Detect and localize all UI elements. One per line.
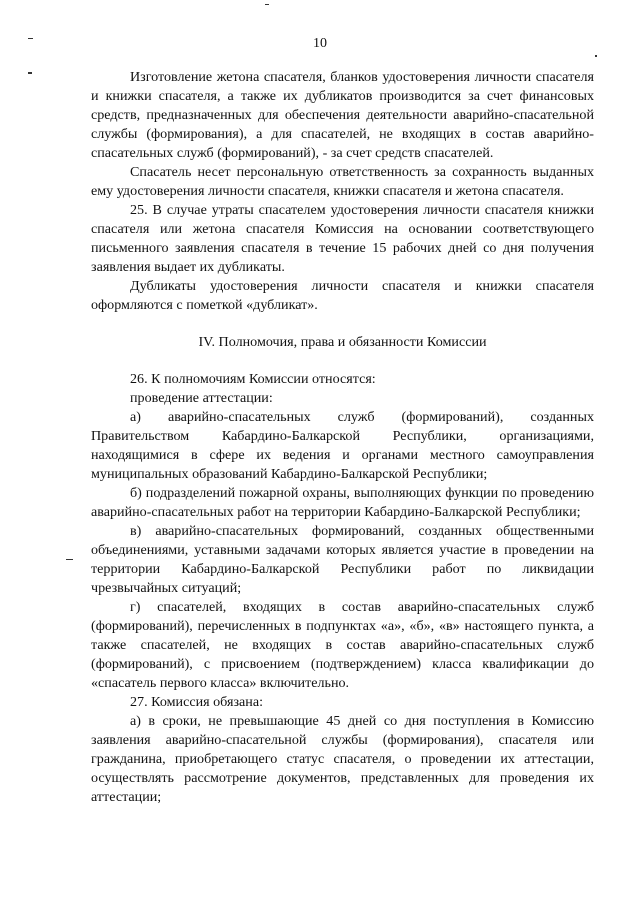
list-item: б) подразделений пожарной охраны, выполняющих функции по проведению аварийно-спасательных работ на территории Кабардино-Балкарской Республики;: [91, 485, 594, 520]
paragraph: 26. К полномочиям Комиссии относятся:: [130, 371, 376, 387]
list-item: а) аварийно-спасательных служб (формирований), созданных Правительством Кабардино-Балкарской Республики, организациями, находящимися в сфере их ведения и органами местного самоуправления муниципальных образований Кабардино-Балкарской Республики;: [91, 409, 594, 482]
list-item: г) спасателей, входящих в состав аварийно-спасательных служб (формирований), перечисленных в подпунктах «а», «б», «в» настоящего пункта, а также спасателей, не входящих в состав аварийно-спасательных служб (формирований), с присвоением (подтверждением) класса квалификации до «спасатель первого класса» включительно.: [91, 599, 594, 691]
paragraph: Спасатель несет персональную ответственность за сохранность выданных ему удостоверения личности спасателя, книжки спасателя и жетона спасателя.: [91, 164, 594, 199]
paragraph: 25. В случае утраты спасателем удостоверения личности спасателя книжки спасателя или жетона спасателя Комиссия на основании соответствующего письменного заявления спасателя в течение 15 рабочих дней со дня получения заявления выдает их дубликаты.: [91, 202, 594, 275]
paragraph: проведение аттестации:: [130, 390, 273, 406]
paragraph: 27. Комиссия обязана:: [130, 694, 264, 710]
section-heading: IV. Полномочия, права и обязанности Комиссии: [198, 334, 487, 350]
list-item: в) аварийно-спасательных формирований, созданных общественными объединениями, уставными задачами которых является участие в проведении на территории Кабардино-Балкарской Республики работ по ликвидации чрезвычайных ситуаций;: [91, 523, 594, 596]
page-number: 10: [313, 36, 327, 51]
scan-speck: [66, 559, 73, 560]
scan-speck: [265, 4, 269, 5]
list-item: а) в сроки, не превышающие 45 дней со дня поступления в Комиссию заявления аварийно-спасательной службы (формирования), спасателя или гражданина, приобретающего статус спасателя, о проведении их аттестации, осуществлять рассмотрение документов, представленных для проведения их аттестации;: [91, 713, 594, 805]
scan-speck: [28, 72, 32, 74]
paragraph: Дубликаты удостоверения личности спасателя и книжки спасателя оформляются с пометкой «дубликат».: [91, 278, 594, 313]
document-body: [91, 68, 594, 807]
paragraph: Изготовление жетона спасателя, бланков удостоверения личности спасателя и книжки спасателя, а также их дубликатов производится за счет финансовых средств, предназначенных для обеспечения деятельности аварийно-спасательной службы (формирования), а для спасателей, не входящих в состав аварийно-спасательных служб (формирований), - за счет средств спасателей.: [91, 69, 594, 161]
scan-speck: [595, 55, 597, 57]
